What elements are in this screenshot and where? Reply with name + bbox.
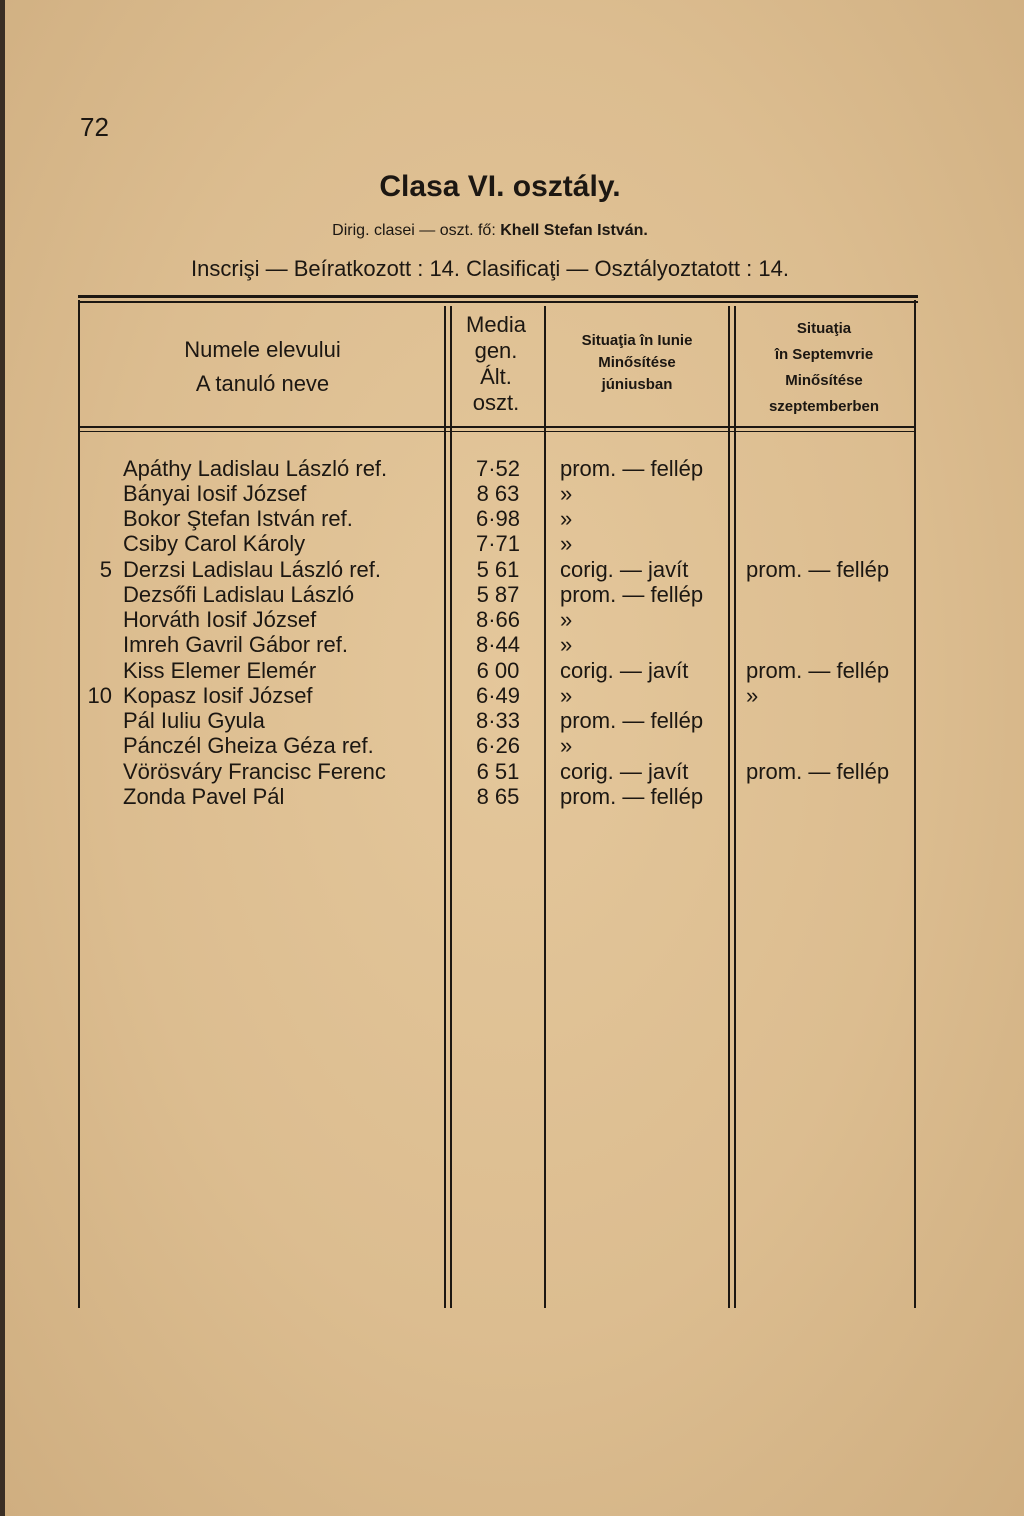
table-row [0, 481, 1024, 506]
header-june-1: Situaţia în Iunie [581, 332, 693, 349]
table-row [0, 506, 1024, 531]
average-value: 7·52 [475, 456, 521, 481]
page-number: 72 [80, 112, 109, 142]
student-name: Bokor Ştefan István ref. [123, 506, 353, 531]
page-title: Clasa VI. osztály. [379, 170, 621, 203]
header-student-name [80, 333, 445, 401]
average-value: 6·98 [475, 506, 521, 531]
class-master-line [0, 222, 980, 240]
september-status: prom. — fellép [746, 759, 890, 784]
average-value: 6 51 [476, 759, 520, 784]
header-name-hu: A tanuló neve [195, 371, 330, 396]
class-master-label: Dirig. clasei — oszt. fő: [332, 222, 496, 239]
june-status: prom. — fellép [560, 582, 704, 607]
table-row [0, 456, 1024, 481]
average-value: 6·49 [475, 683, 521, 708]
average-value: 8·44 [475, 632, 521, 657]
header-media-1: Media [466, 312, 526, 337]
june-status: » [560, 531, 573, 556]
june-status: prom. — fellép [560, 784, 704, 809]
average-value: 5 87 [476, 582, 520, 607]
table-top-rule-2 [78, 301, 918, 303]
june-status: » [560, 683, 573, 708]
average-value: 8·33 [475, 708, 521, 733]
average-value: 6·26 [475, 733, 521, 758]
student-name: Dezsőfi Ladislau László [123, 582, 355, 607]
student-name: Horváth Iosif József [123, 607, 317, 632]
table-row [0, 708, 1024, 733]
student-name: Pál Iuliu Gyula [123, 708, 265, 733]
table-row [0, 632, 1024, 657]
table-row [0, 784, 1024, 809]
table-row [0, 607, 1024, 632]
june-status: corig. — javít [560, 557, 689, 582]
average-value: 7·71 [475, 531, 521, 556]
table-row [0, 733, 1024, 758]
header-sept-4: szeptemberben [768, 398, 880, 415]
table-row [0, 531, 1024, 556]
header-media-2: gen. [474, 338, 518, 363]
student-name: Zonda Pavel Pál [123, 784, 285, 809]
student-name: Kopasz Iosif József [123, 683, 313, 708]
june-status: prom. — fellép [560, 456, 704, 481]
table-row [0, 582, 1024, 607]
header-bottom-rule [78, 426, 914, 428]
june-status: » [560, 733, 573, 758]
june-status: » [560, 481, 573, 506]
header-sept-3: Minősítése [785, 372, 863, 389]
student-name: Csiby Carol Károly [123, 531, 306, 556]
student-name: Pánczél Gheiza Géza ref. [123, 733, 374, 758]
header-september-status [734, 316, 914, 420]
june-status: » [560, 632, 573, 657]
row-number: 5 [99, 557, 112, 582]
average-value: 8·66 [475, 607, 521, 632]
header-june-3: júniusban [601, 376, 673, 393]
average-value: 6 00 [476, 658, 520, 683]
header-sept-2: în Septemvrie [774, 346, 874, 363]
class-master-name: Khell Stefan István. [500, 222, 648, 239]
header-average [450, 312, 542, 416]
table-row [0, 557, 1024, 582]
june-status: » [560, 506, 573, 531]
student-name: Kiss Elemer Elemér [123, 658, 317, 683]
header-june-status [544, 330, 730, 396]
september-status: prom. — fellép [746, 658, 890, 683]
september-status: prom. — fellép [746, 557, 890, 582]
average-value: 8 65 [476, 784, 520, 809]
student-name: Vörösváry Francisc Ferenc [123, 759, 386, 784]
table-row [0, 658, 1024, 683]
student-name: Derzsi Ladislau László ref. [123, 557, 382, 582]
june-status: corig. — javít [560, 658, 689, 683]
header-sept-1: Situaţia [796, 320, 852, 337]
june-status: » [560, 607, 573, 632]
header-bottom-rule-2 [78, 431, 914, 432]
enrollment-line: Inscrişi — Beíratkozott : 14. Clasificaţi — Osztályoztatott : 14. [191, 256, 789, 281]
student-name: Imreh Gavril Gábor ref. [123, 632, 348, 657]
september-status: » [746, 683, 759, 708]
row-number: 10 [87, 683, 112, 708]
header-media-4: oszt. [472, 390, 520, 415]
header-name-ro: Numele elevului [184, 337, 341, 362]
average-value: 8 63 [476, 481, 520, 506]
table-row [0, 683, 1024, 708]
student-name: Apáthy Ladislau László ref. [123, 456, 388, 481]
header-media-3: Ált. [480, 364, 512, 389]
june-status: prom. — fellép [560, 708, 704, 733]
table-row [0, 759, 1024, 784]
table-top-rule [78, 295, 918, 298]
average-value: 5 61 [476, 557, 520, 582]
june-status: corig. — javít [560, 759, 689, 784]
student-name: Bányai Iosif József [123, 481, 307, 506]
header-june-2: Minősítése [598, 354, 676, 371]
